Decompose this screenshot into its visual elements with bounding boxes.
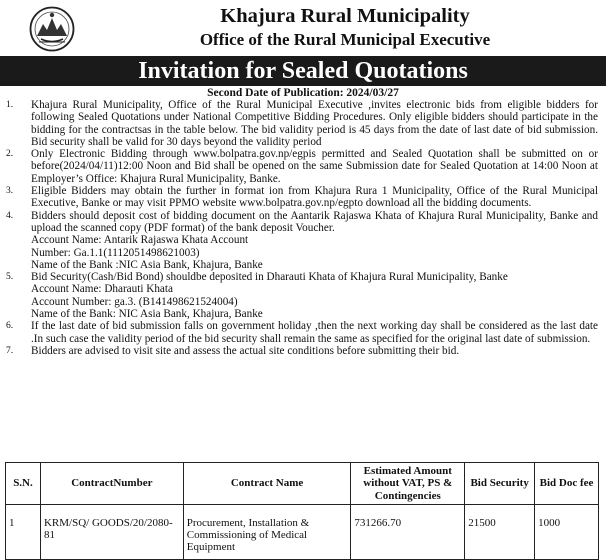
header-bid-doc-fee: Bid Doc fee bbox=[535, 463, 599, 505]
account-name: Account Name: Dharauti Khata bbox=[31, 283, 173, 296]
point-text: Khajura Rural Municipality, Office of the Rural Municipal Executive ,invites electronic bids from eligible bidders for following Sealed Quotations under National Competitive Bidding Procedures. Only eligible bidders should participate in the bidding for the contractsas in the table below. The bid validity period is 45 days from the date of last date of bid submission. Bid security shall be valid for 30 days beyond the validity period bbox=[31, 99, 598, 148]
office-name: Office of the Rural Municipal Executive bbox=[199, 30, 491, 49]
list-item bbox=[6, 210, 598, 271]
list-item bbox=[6, 271, 598, 320]
header-sn: S.N. bbox=[6, 463, 41, 505]
point-text: Only Electronic Bidding through www.bolpatra.gov.np/egpis permitted and Sealed Quotation shall be submitted on or before(2024/04/11)12:00 Noon and Bid shall be opened on the same Submission date for Sealed Quotation at 14:00 Noon at Employer’s Office: Khajura Rural Municipality, Banke. bbox=[31, 148, 598, 185]
point-text: If the last date of bid submission falls on government holiday ,then the next working day shall be considered as the last date .In such case the validity period of the bid security shall remain the same as specified for the original last date of submission. bbox=[31, 320, 598, 345]
table-row bbox=[6, 504, 599, 559]
cell-sn: 1 bbox=[6, 504, 41, 559]
contracts-table bbox=[5, 462, 599, 560]
account-number: Account Number: ga.3. (B141498621524004) bbox=[31, 295, 238, 308]
point-text: Bidders should deposit cost of bidding document on the Aantarik Rajaswa Khata of Khajura Rural Municipality, Banke and upload the scanned copy (PDF format) of the bank deposit Voucher. bbox=[31, 209, 598, 234]
point-number: 7. bbox=[6, 345, 14, 356]
header-contract-number: ContractNumber bbox=[40, 463, 183, 505]
account-number: Number: Ga.1.1(1112051498621003) bbox=[31, 246, 200, 259]
header-estimated-amount: Estimated Amount without VAT, PS & Contingencies bbox=[351, 463, 465, 505]
point-number: 4. bbox=[6, 210, 14, 221]
account-name: Account Name: Antarik Rajaswa Khata Account bbox=[31, 234, 249, 247]
bank-name: Name of the Bank: NIC Asia Bank, Khajura, Banke bbox=[31, 308, 263, 321]
cell-contract-number: KRM/SQ/ GOODS/20/2080-81 bbox=[40, 504, 183, 559]
notice-banner: Invitation for Sealed Quotations bbox=[0, 56, 606, 86]
point-text: Bid Security(Cash/Bid Bond) shouldbe deposited in Dharauti Khata of Khajura Rural Municipality, Banke bbox=[31, 271, 508, 284]
point-number: 6. bbox=[6, 321, 14, 332]
point-number: 1. bbox=[6, 100, 14, 110]
cell-estimated-amount: 731266.70 bbox=[351, 504, 465, 559]
header-contract-name: Contract Name bbox=[183, 463, 351, 505]
list-item bbox=[6, 99, 598, 148]
bank-name: Name of the Bank :NIC Asia Bank, Khajura, Banke bbox=[31, 258, 263, 271]
notice-header bbox=[0, 0, 606, 56]
point-text: Eligible Bidders may obtain the further in format ion from Khajura Rura 1 Municipality, Office of the Rural Municipal Executive, Banke or may visit PPMO website www.bolpatra.gov.np/egpto download all the bidding documents. bbox=[31, 185, 598, 210]
table-header-row bbox=[6, 463, 599, 505]
list-item bbox=[6, 345, 598, 357]
list-item bbox=[6, 185, 598, 210]
list-item bbox=[6, 148, 598, 185]
cell-contract-name: Procurement, Installation & Commissioning of Medical Equipment bbox=[183, 504, 351, 559]
list-item bbox=[6, 320, 598, 345]
nepal-government-emblem-icon bbox=[29, 6, 75, 52]
header-bid-security: Bid Security bbox=[465, 463, 535, 505]
cell-bid-doc-fee: 1000 bbox=[535, 504, 599, 559]
cell-bid-security: 21500 bbox=[465, 504, 535, 559]
org-name: Khajura Rural Municipality bbox=[220, 5, 470, 27]
point-number: 3. bbox=[6, 186, 14, 197]
publication-date: Second Date of Publication: 2024/03/27 bbox=[207, 87, 399, 99]
point-number: 5. bbox=[6, 272, 14, 283]
notice-points bbox=[6, 99, 598, 357]
point-number: 2. bbox=[6, 149, 14, 160]
point-text: Bidders are advised to visit site and assess the actual site conditions before submitting their bid. bbox=[31, 344, 460, 357]
